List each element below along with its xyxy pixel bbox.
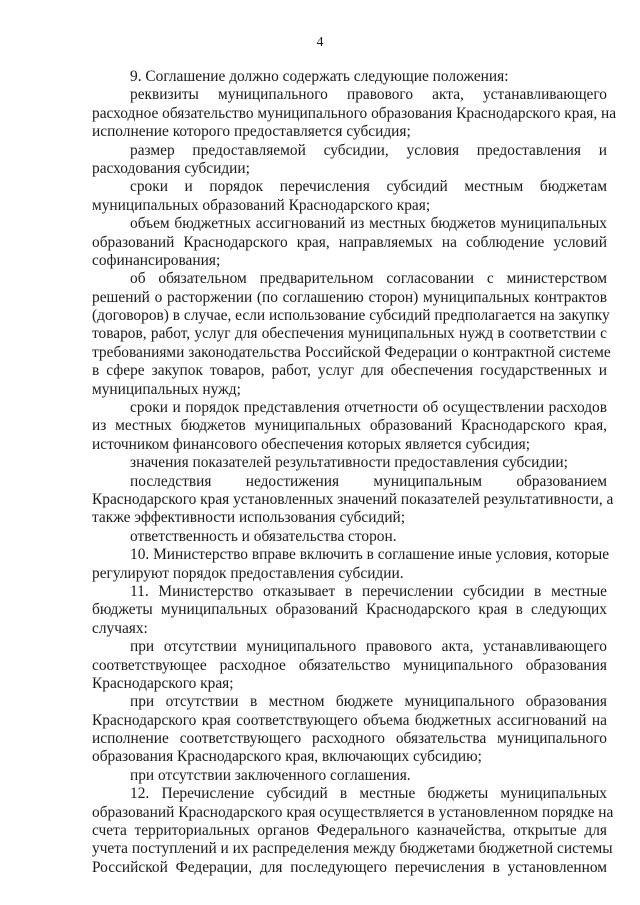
paragraph-p12 bbox=[92, 785, 614, 877]
text-line: Российской Федерации, для последующего перечисления в установленном bbox=[92, 858, 607, 876]
text-line: счета территориальных органов Федерального казначейства, открытые для bbox=[92, 822, 607, 840]
paragraph-p11-agreement bbox=[92, 767, 607, 785]
text-line: муниципальных образований Краснодарского края; bbox=[92, 196, 431, 214]
paragraph-p10 bbox=[92, 546, 610, 583]
text-line: образований Краснодарского края, направляемых на соблюдение условий bbox=[92, 233, 607, 251]
text-line: значения показателей результативности предоставления субсидии; bbox=[130, 454, 568, 472]
text-line: Краснодарского края установленных значений показателей результативности, а bbox=[92, 490, 614, 508]
paragraph-p9-approval bbox=[92, 270, 611, 399]
text-line: последствия недостижения муниципальным образованием bbox=[130, 472, 607, 490]
text-line: бюджеты муниципальных образований Краснодарского края в следующих bbox=[92, 601, 607, 619]
text-line: 10. Министерство вправе включить в соглашение иные условия, которые bbox=[130, 546, 610, 564]
paragraph-p9-consequences bbox=[92, 472, 614, 528]
text-line: 9. Соглашение должно содержать следующие положения: bbox=[130, 68, 509, 85]
page-number: 4 bbox=[316, 35, 324, 50]
text-line: Краснодарского края соответствующего объема бюджетных ассигнований на bbox=[92, 711, 607, 729]
text-line: случаях: bbox=[92, 619, 148, 637]
document-body bbox=[92, 68, 617, 877]
text-line: муниципальных нужд; bbox=[92, 380, 241, 398]
text-line: объем бюджетных ассигнований из местных бюджетов муниципальных bbox=[130, 215, 607, 233]
paragraph-p9 bbox=[92, 68, 617, 142]
text-line: Краснодарского края; bbox=[92, 674, 234, 692]
text-line: товаров, работ, услуг для обеспечения муниципальных нужд в соответствии с bbox=[92, 325, 607, 343]
text-line: исполнение которого предоставляется субсидия; bbox=[92, 123, 411, 141]
text-line: сроки и порядок перечисления субсидий местным бюджетам bbox=[130, 178, 607, 196]
text-line: софинансирования; bbox=[92, 251, 221, 269]
text-line: исполнение соответствующего расходного обязательства муниципального bbox=[92, 730, 607, 748]
text-line: 11. Министерство отказывает в перечислении субсидии в местные bbox=[130, 582, 607, 600]
text-line: в сфере закупок товаров, работ, услуг для обеспечения государственных и bbox=[92, 362, 607, 380]
text-line: сроки и порядок представления отчетности об осуществлении расходов bbox=[130, 399, 607, 417]
paragraph-p9-responsibility bbox=[92, 528, 607, 546]
text-line: решений о расторжении (по соглашению сторон) муниципальных контрактов bbox=[92, 288, 607, 306]
text-line: при отсутствии заключенного соглашения. bbox=[130, 766, 411, 784]
paragraph-p9-reporting bbox=[92, 399, 607, 454]
text-line: расходования субсидии; bbox=[92, 159, 250, 177]
text-line: 12. Перечисление субсидий в местные бюджеты муниципальных bbox=[130, 785, 607, 803]
text-line: соответствующее расходное обязательство муниципального образования bbox=[92, 656, 607, 674]
paragraph-p9-size bbox=[92, 142, 607, 179]
text-line: реквизиты муниципального правового акта, устанавливающего bbox=[130, 86, 607, 104]
text-line: учета поступлений и их распределения между бюджетами бюджетной системы bbox=[92, 840, 613, 858]
text-line: образований Краснодарского края осуществляется в установленном порядке на bbox=[92, 803, 614, 821]
text-line: при отсутствии муниципального правового акта, устанавливающего bbox=[130, 638, 607, 656]
paragraph-p9-indicators bbox=[92, 454, 607, 472]
text-line: (договоров) в случае, если использование субсидий предполагается на закупку bbox=[92, 307, 610, 325]
text-line: также эффективности использования субсидий; bbox=[92, 509, 406, 527]
text-line: требованиями законодательства Российской Федерации о контрактной системе bbox=[92, 343, 611, 361]
text-line: при отсутствии в местном бюджете муниципального образования bbox=[130, 693, 607, 711]
paragraph-p11 bbox=[92, 583, 607, 638]
text-line: источником финансового обеспечения которых является субсидия; bbox=[92, 435, 531, 453]
text-line: образования Краснодарского края, включающих субсидию; bbox=[92, 748, 482, 766]
paragraph-p9-volume bbox=[92, 215, 607, 270]
paragraph-p11-act bbox=[92, 638, 607, 693]
text-line: ответственность и обязательства сторон. bbox=[130, 527, 397, 545]
paragraph-p11-budget bbox=[92, 693, 607, 767]
text-line: об обязательном предварительном согласовании с министерством bbox=[130, 270, 607, 288]
text-line: из местных бюджетов муниципальных образований Краснодарского края, bbox=[92, 417, 607, 435]
paragraph-p9-terms bbox=[92, 178, 607, 215]
text-line: регулируют порядок предоставления субсидии. bbox=[92, 564, 404, 582]
text-line: расходное обязательство муниципального образования Краснодарского края, на bbox=[92, 104, 617, 122]
text-line: размер предоставляемой субсидии, условия предоставления и bbox=[130, 141, 607, 159]
